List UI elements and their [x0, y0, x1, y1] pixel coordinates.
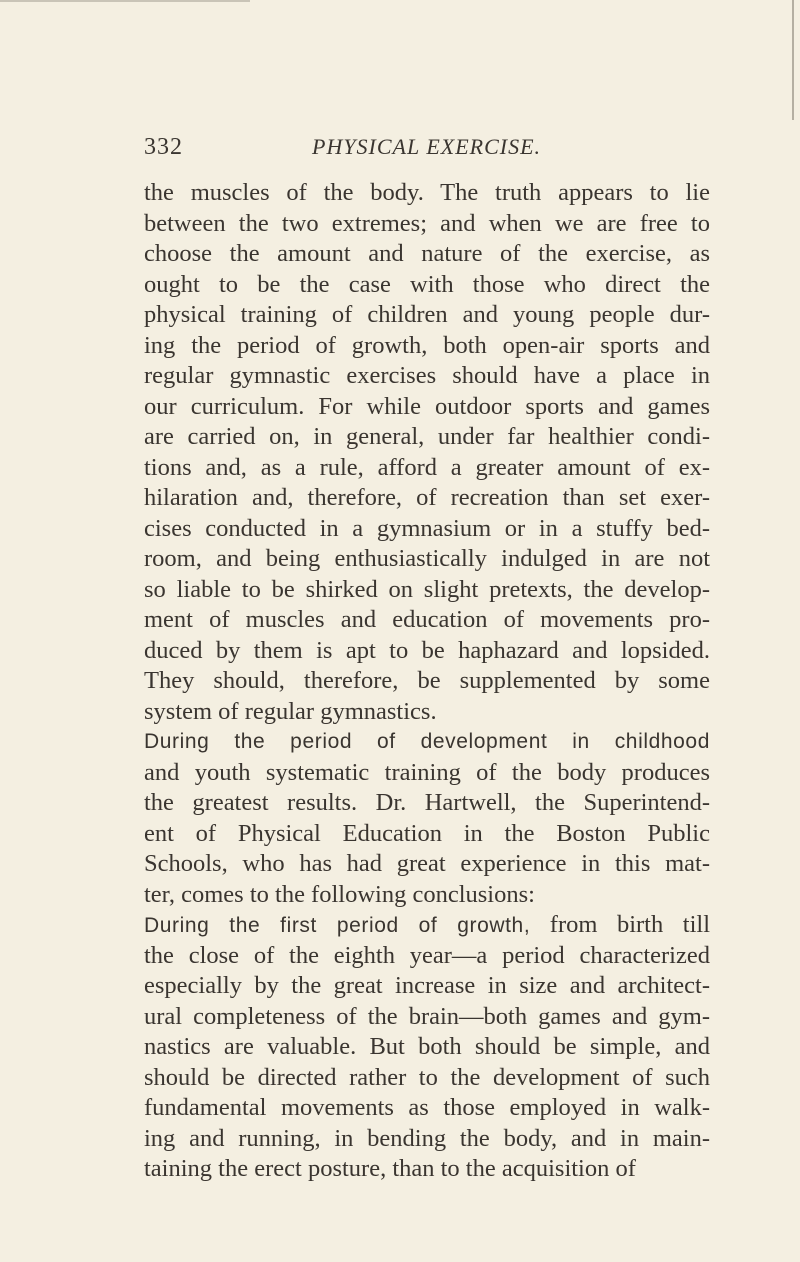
scan-edge-top — [0, 0, 250, 2]
text-line: and youth systematic training of the body produces — [144, 758, 710, 786]
text-line: physical training of children and young people dur- — [144, 301, 710, 328]
paragraph-lead-sans: During the first period of growth, — [144, 914, 531, 937]
text-line: nastics are valuable. But both should be simple, and — [144, 1033, 710, 1060]
text-line: ent of Physical Education in the Boston Public — [144, 819, 710, 847]
text-line: tions and, as a rule, afford a greater amount of ex- — [144, 453, 710, 481]
scan-edge-right — [792, 0, 794, 120]
text-line: the greatest results. Dr. Hartwell, the Superintend- — [144, 789, 710, 816]
paragraph-lead-line: During the period of development in childhood — [144, 730, 710, 753]
text-line: ment of muscles and education of movements pro- — [144, 606, 710, 633]
text-line: between the two extremes; and when we are free to — [144, 209, 710, 237]
text-line: room, and being enthusiastically indulged in are not — [144, 545, 710, 572]
text-line: ing the period of growth, both open-air sports and — [144, 331, 710, 359]
running-head: PHYSICAL EXERCISE. — [312, 134, 542, 159]
text-line: hilaration and, therefore, of recreation than set exer- — [144, 484, 710, 511]
text-line: especially by the great increase in size and architect- — [144, 972, 710, 999]
text-line: taining the erect posture, than to the acquisition of — [144, 1155, 636, 1182]
text-line: Schools, who has had great experience in this mat- — [144, 850, 710, 877]
text-line: ural completeness of the brain—both games and gym- — [144, 1002, 710, 1030]
text-line: should be directed rather to the development of such — [144, 1063, 710, 1091]
body-text — [144, 178, 710, 1185]
page-header — [144, 134, 704, 166]
paragraph-lead-rest: from birth till — [530, 911, 710, 938]
page-number: 332 — [144, 134, 183, 160]
text-line: They should, therefore, be supplemented by some — [144, 667, 710, 694]
text-line: ter, comes to the following conclusions: — [144, 880, 535, 908]
paragraph-lead-line — [144, 910, 710, 941]
text-line: ing and running, in bending the body, and in main- — [144, 1124, 710, 1152]
text-line: duced by them is apt to be haphazard and lopsided. — [144, 636, 710, 664]
text-line: choose the amount and nature of the exercise, as — [144, 240, 710, 267]
text-line: regular gymnastic exercises should have a place in — [144, 362, 710, 389]
text-line: our curriculum. For while outdoor sports and games — [144, 392, 710, 420]
text-line: fundamental movements as those employed in walk- — [144, 1094, 710, 1121]
text-line: the close of the eighth year—a period characterized — [144, 941, 710, 969]
text-line: system of regular gymnastics. — [144, 697, 437, 725]
text-line: so liable to be shirked on slight pretexts, the develop- — [144, 575, 710, 603]
text-line: the muscles of the body. The truth appears to lie — [144, 179, 710, 206]
text-line: are carried on, in general, under far healthier condi- — [144, 423, 710, 450]
text-line: cises conducted in a gymnasium or in a stuffy bed- — [144, 514, 710, 542]
text-line: ought to be the case with those who direct the — [144, 270, 710, 298]
